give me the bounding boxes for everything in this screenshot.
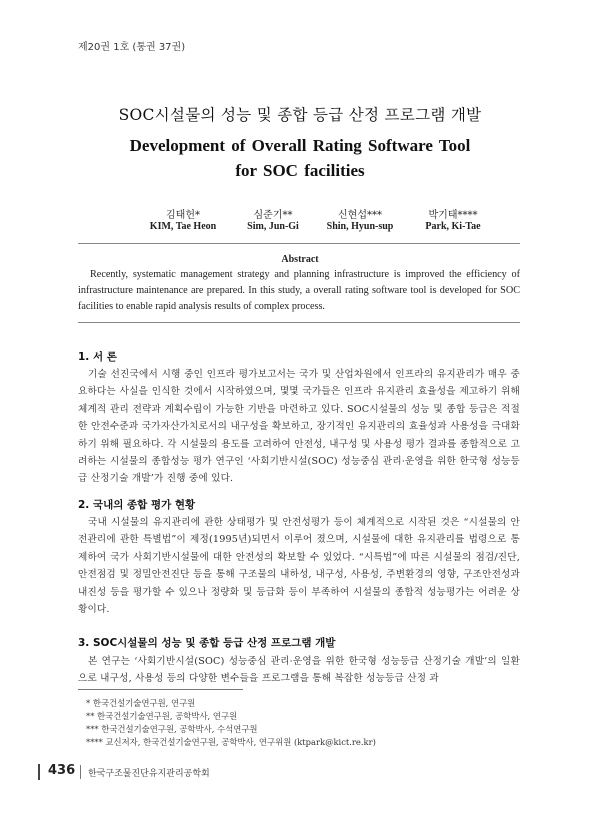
section-2-body [78,514,520,618]
footer-separator [80,765,81,779]
footnote-1: * 한국건설기술연구원, 연구원 [86,698,196,708]
page-number: 436 [48,763,76,778]
english-title-line-1: Development of Overall Rating Software Tool [129,136,471,155]
author-4-english: Park, Ki-Tae [425,221,481,232]
author-2-english: Sim, Jun-Gi [247,221,299,232]
author-3-english: Shin, Hyun-sup [326,221,394,232]
section-2-heading: 2. 국내의 종합 평가 현황 [78,499,196,511]
english-title-line-2: for SOC facilities [235,161,365,180]
section-1-heading: 1. 서 론 [78,351,117,363]
footnote-2: ** 한국건설기술연구원, 공학박사, 연구원 [86,711,238,721]
author-3-korean: 신현섭*** [338,210,382,221]
english-title [0,133,600,183]
author-list [0,206,600,242]
section-3-body [78,653,520,688]
section-3-heading: 3. SOC시설물의 성능 및 종합 등급 산정 프로그램 개발 [78,637,336,649]
abstract-heading: Abstract [281,254,319,265]
section-2-text: 국내 시설물의 유지관리에 관한 상태평가 및 안전성평가 등이 체계적으로 시작된 것은 “시설물의 안전관리에 관한 특별법”이 제정(1995년)되면서 이루어 졌으며, 시설물에 대한 유지관리를 법령으로 통제하여 국가 사회기반시설물에 대한 안전성의 확보할 수 있었다. “시특법”에 따른 시설물의 점검/진단, 안전점검 및 정밀안전진단 등을 통해 구조물의 내하성, 내구성, 사용성, 주변환경의 영향, 구조안전성과 내진성 등을 평가할 수 있으나 정량화 및 등급화 등이 부족하여 시설물의 종합적 성능평가는 어려운 상황이다. [78,517,520,616]
section-1-body [78,366,520,488]
abstract-bottom-rule [78,322,520,323]
journal-name: 한국구조물진단유지관리공학회 [88,769,210,779]
section-3-text: 본 연구는 ‘사회기반시설(SOC) 성능중심 관리·운영을 위한 한국형 성능등급 산정기술 개발’의 일환으로 내구성, 사용성 등의 다양한 변수들을 프로그램을 통해 복잡한 성능등급 산정 과 [78,656,520,685]
author-1-english: KIM, Tae Heon [149,221,217,232]
section-1-text: 기술 선진국에서 시행 중인 인프라 평가보고서는 국가 및 산업차원에서 인프라의 유지관리가 매우 중요하다는 사실을 인식한 것에서 시작하였으며, 몇몇 국가들은 인프라 유지관리 효율성을 제고하기 위해 체계적 관리 전략과 계획수립이 가능한 기반을 마련하고 있다. SOC시설물의 성능 및 종합 등급은 적절한 안전수준과 국가자산가치로서의 내구성을 확보하고, 장기적인 유지관리의 효율성과 사용성을 극대화하기 위해 필요하다. 각 시설물의 용도를 고려하여 안전성, 내구성 및 사용성 평가 결과를 종합적으로 고려하는 시설물의 종합성능 평가 연구인 ‘사회기반시설(SOC) 성능중심 관리·운영을 위한 한국형 성능등급 산정기술 개발’가 진행 중에 있다. [78,369,520,485]
author-2-korean: 심준기** [253,210,293,221]
author-4 [393,206,513,232]
footnote-3: *** 한국건설기술연구원, 공학박사, 수석연구원 [86,724,258,734]
author-4-korean: 박기태**** [428,210,478,221]
korean-title: SOC시설물의 성능 및 종합 등급 산정 프로그램 개발 [118,106,482,124]
abstract-text: Recently, systematic management strategy and planning infrastructure is improved the efficiency of infrastructure maintenance are prepared. In this study, a overall rating software tool is developed for SOC facilities to enable rapid analysis results of complex process. [78,269,520,312]
footnotes [86,697,376,749]
abstract-body [78,267,520,315]
footnote-4: **** 교신저자, 한국건설기술연구원, 공학박사, 연구위원 (ktpark@kict.re.kr) [86,737,376,747]
footnote-rule [78,689,243,690]
author-1-korean: 김태헌* [166,210,200,221]
footer-bar [38,764,40,780]
abstract-top-rule [78,243,520,244]
issue-header: 제20권 1호 (통권 37권) [78,42,186,53]
